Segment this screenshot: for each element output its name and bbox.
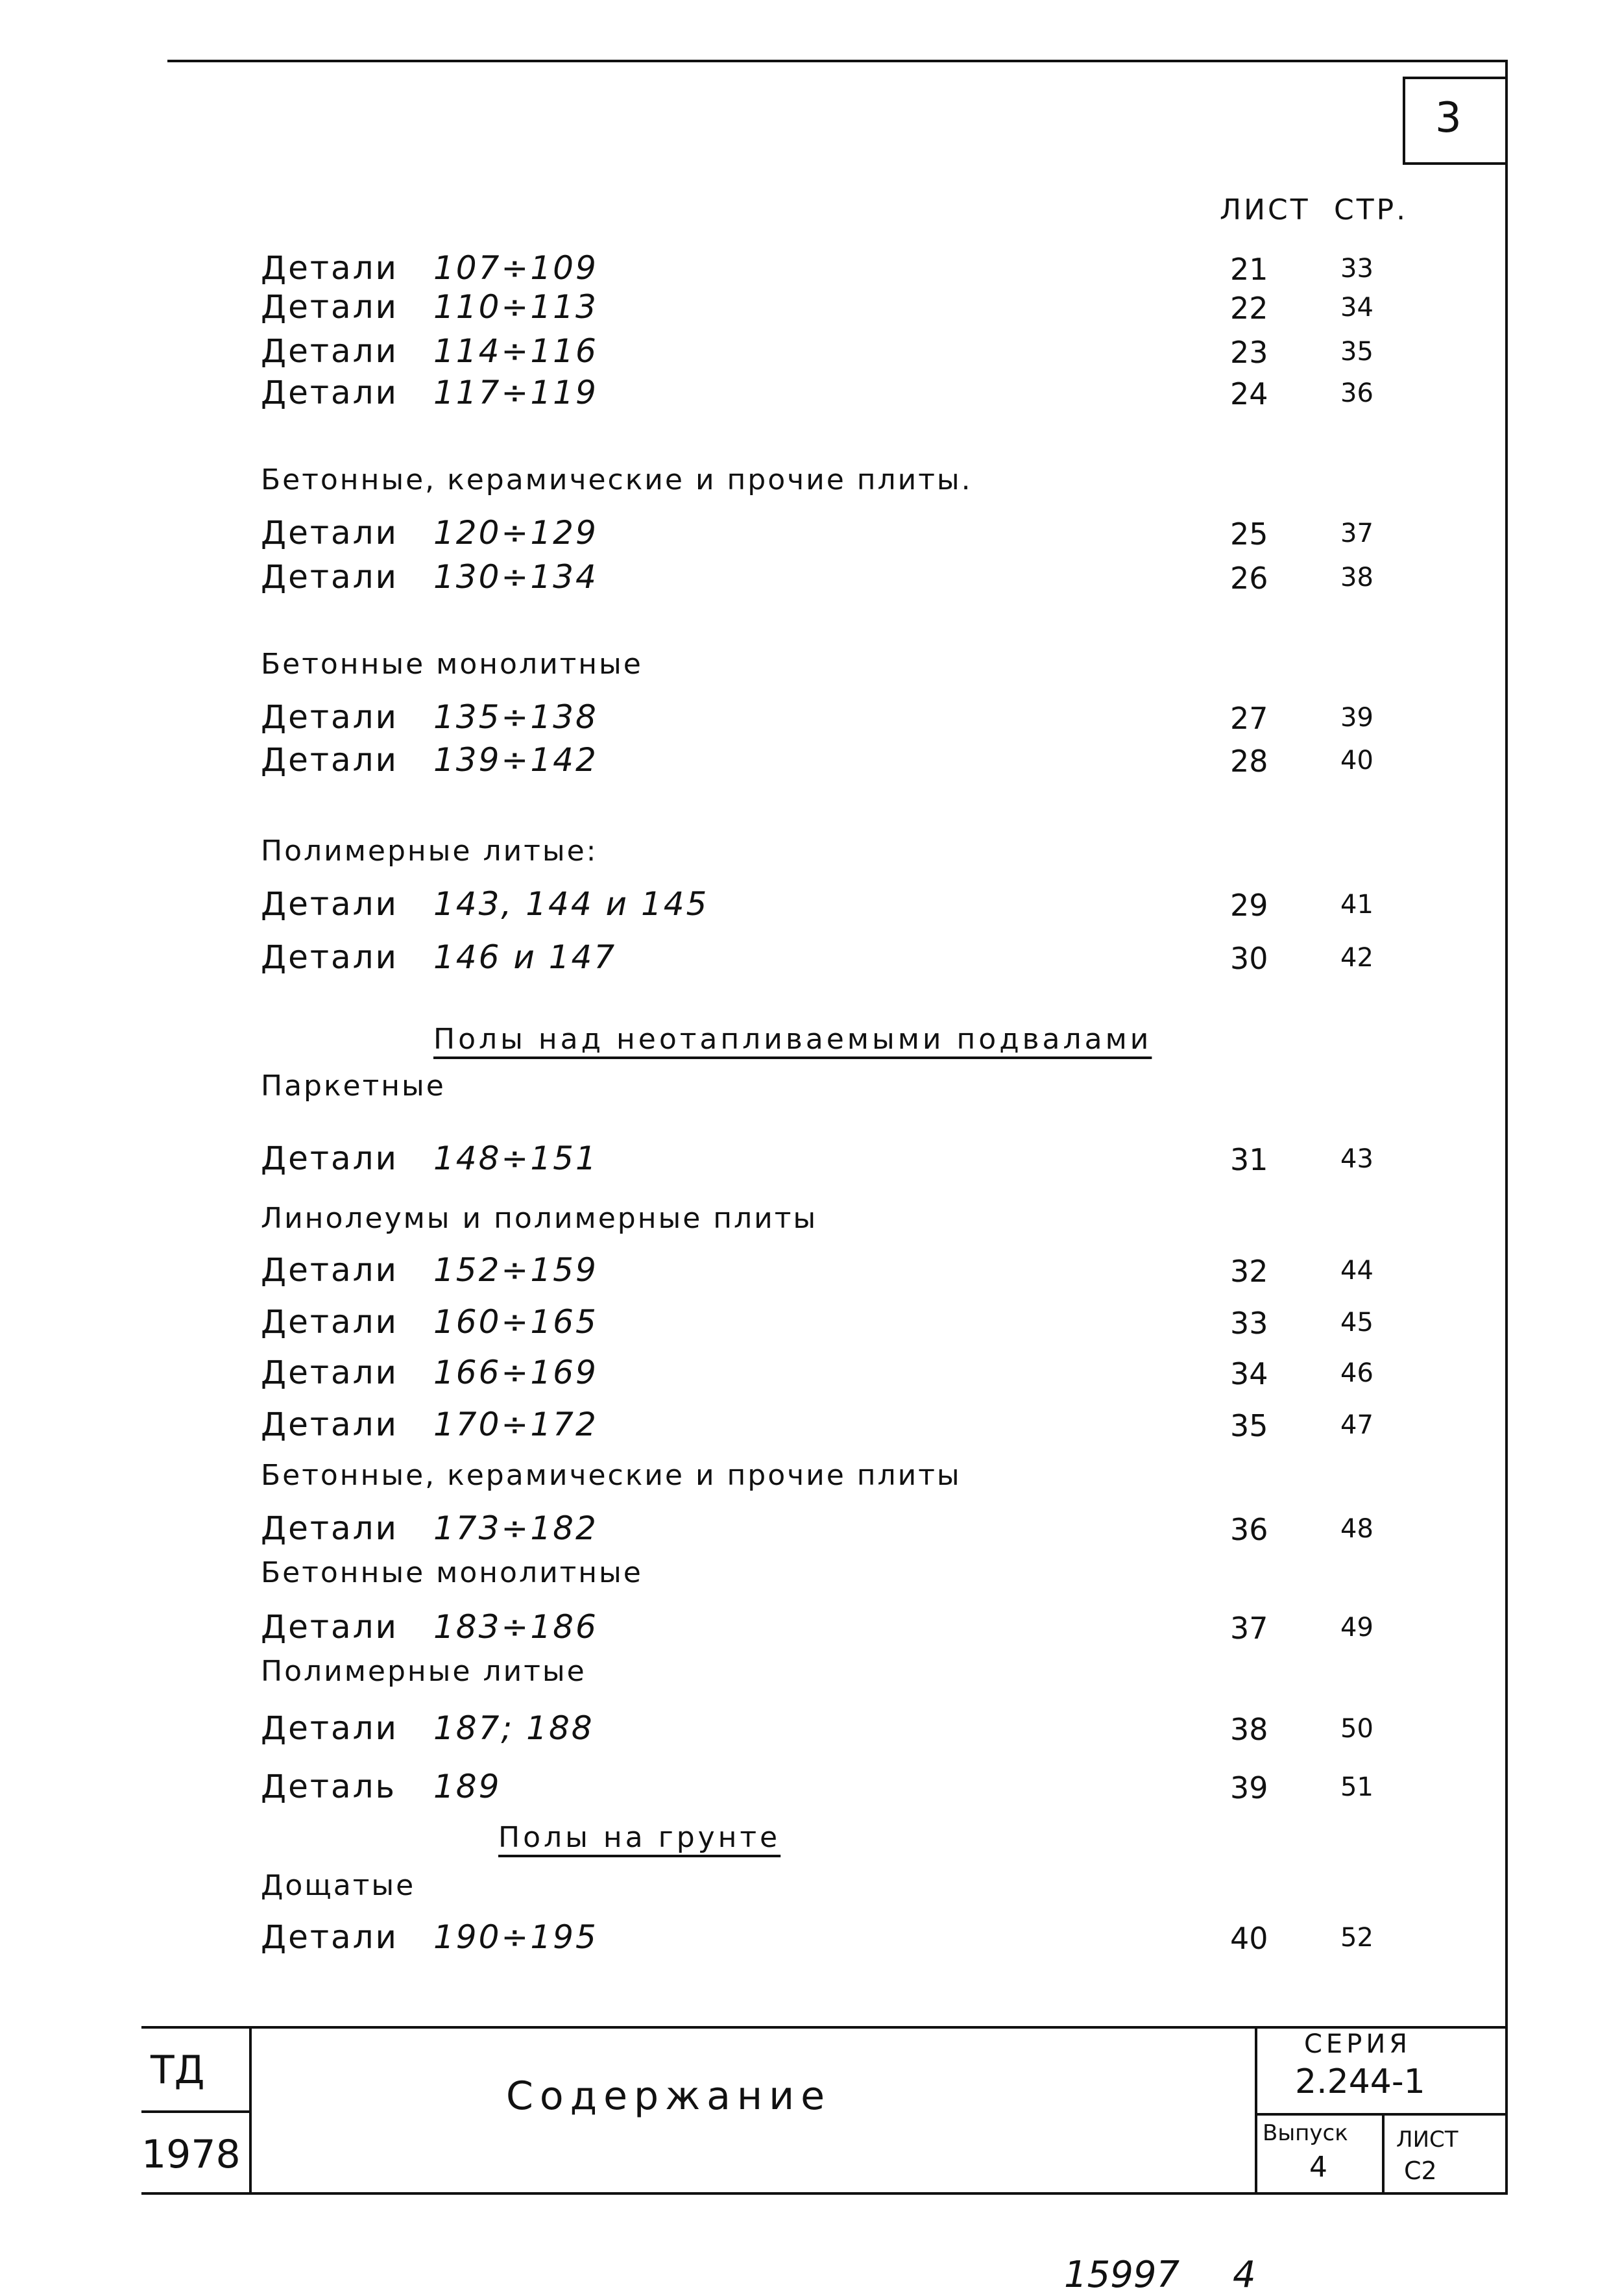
group-heading: Бетонные монолитные [261,1556,643,1589]
entry-page-number: 46 [1340,1358,1373,1388]
entry-label: Детали [261,1303,399,1341]
entry-sheet-number: 40 [1230,1921,1268,1956]
entry-page-number: 51 [1340,1772,1373,1802]
page-number: 3 [1435,94,1462,142]
entry-label: Детали [261,698,399,736]
entry-page-number: 38 [1340,563,1373,592]
entry-page-number: 42 [1340,943,1373,973]
entry-label: Детали [261,1918,399,1956]
entry-sheet-number: 21 [1230,252,1268,287]
entry-range: 135÷138 [433,698,598,736]
title-block-bottom-line [141,2192,1508,2195]
entry-label: Детали [261,288,399,326]
entry-sheet-number: 37 [1230,1611,1268,1646]
entry-range: 143, 144 и 145 [433,885,709,923]
entry-page-number: 36 [1340,378,1373,408]
entry-page-number: 44 [1340,1256,1373,1286]
group-heading: Полимерные литые [261,1655,587,1688]
entry-page-number: 35 [1340,337,1373,367]
entry-page-number: 34 [1340,293,1373,323]
entry-sheet-number: 35 [1230,1408,1268,1443]
archive-number: 15997 [1064,2254,1180,2296]
entry-label: Детали [261,249,399,287]
series-label: СЕРИЯ [1304,2029,1412,2059]
entry-label: Детали [261,885,399,923]
entry-range: 173÷182 [433,1509,598,1547]
entry-label: Детали [261,1406,399,1443]
entry-range: 170÷172 [433,1406,598,1443]
entry-sheet-number: 29 [1230,888,1268,923]
entry-page-number: 43 [1340,1144,1373,1174]
entry-page-number: 48 [1340,1514,1373,1544]
entry-range: 166÷169 [433,1354,598,1391]
sheet-label: ЛИСТ [1396,2127,1458,2153]
entry-range: 139÷142 [433,741,598,779]
issue-label: Выпуск [1263,2120,1348,2146]
entry-label: Детали [261,1709,399,1747]
entry-sheet-number: 30 [1230,941,1268,976]
entry-page-number: 41 [1340,890,1373,920]
column-header-sheet: ЛИСТ [1220,193,1311,226]
group-heading: Бетонные монолитные [261,648,643,681]
entry-sheet-number: 34 [1230,1356,1268,1391]
entry-sheet-number: 25 [1230,517,1268,552]
entry-page-number: 47 [1340,1410,1373,1440]
entry-page-number: 52 [1340,1923,1373,1953]
entry-range: 190÷195 [433,1918,598,1956]
title-block-right-divider [1255,2026,1257,2195]
entry-label: Детали [261,1251,399,1289]
section-title: Полы над неотапливаемыми подвалами [433,1023,1152,1056]
entry-label: Детали [261,558,399,596]
right-border [1505,60,1508,2195]
entry-range: 110÷113 [433,288,598,326]
entry-sheet-number: 32 [1230,1254,1268,1289]
entry-label: Деталь [261,1768,397,1805]
entry-label: Детали [261,1509,399,1547]
title-block-issue-divider [1382,2113,1385,2195]
entry-page-number: 45 [1340,1308,1373,1337]
entry-range: 152÷159 [433,1251,598,1289]
entry-label: Детали [261,1354,399,1391]
entry-label: Детали [261,332,399,370]
sheet-value: С2 [1404,2156,1437,2185]
entry-page-number: 40 [1340,746,1373,776]
title-block-org-divider [141,2110,252,2113]
entry-range: 130÷134 [433,558,598,596]
top-border [167,60,1508,62]
entry-sheet-number: 22 [1230,291,1268,326]
year: 1978 [141,2132,241,2177]
entry-sheet-number: 33 [1230,1306,1268,1341]
entry-sheet-number: 27 [1230,701,1268,736]
archive-suffix: 4 [1233,2254,1256,2296]
entry-range: 189 [433,1768,502,1805]
entry-label: Детали [261,1608,399,1646]
entry-sheet-number: 36 [1230,1512,1268,1547]
entry-page-number: 50 [1340,1714,1373,1744]
entry-label: Детали [261,938,399,976]
entry-sheet-number: 38 [1230,1712,1268,1747]
group-heading: Паркетные [261,1069,446,1103]
entry-range: 160÷165 [433,1303,598,1341]
group-heading: Дощатые [261,1869,416,1902]
entry-range: 117÷119 [433,374,598,411]
issue-value: 4 [1309,2151,1327,2184]
entry-sheet-number: 31 [1230,1142,1268,1177]
entry-sheet-number: 28 [1230,744,1268,779]
group-heading: Линолеумы и полимерные плиты [261,1202,818,1235]
series-value: 2.244-1 [1295,2062,1425,2101]
group-heading: Бетонные, керамические и прочие плиты. [261,463,973,496]
entry-label: Детали [261,1140,399,1177]
title-block-top-line [141,2026,1508,2029]
entry-range: 146 и 147 [433,938,617,976]
entry-sheet-number: 26 [1230,561,1268,596]
title-block-series-divider [1255,2113,1508,2116]
entry-sheet-number: 39 [1230,1770,1268,1805]
entry-range: 107÷109 [433,249,598,287]
entry-page-number: 49 [1340,1613,1373,1643]
entry-page-number: 33 [1340,254,1373,284]
entry-label: Детали [261,514,399,552]
entry-range: 183÷186 [433,1608,598,1646]
group-heading: Бетонные, керамические и прочие плиты [261,1459,962,1492]
organization-code: ТД [151,2047,205,2093]
entry-label: Детали [261,741,399,779]
entry-sheet-number: 23 [1230,335,1268,370]
group-heading: Полимерные литые: [261,835,598,868]
entry-page-number: 39 [1340,703,1373,733]
entry-range: 120÷129 [433,514,598,552]
entry-range: 148÷151 [433,1140,598,1177]
entry-range: 114÷116 [433,332,598,370]
entry-label: Детали [261,374,399,411]
section-title: Полы на грунте [498,1821,781,1854]
entry-sheet-number: 24 [1230,376,1268,411]
entry-range: 187; 188 [433,1709,594,1747]
document-title: Содержание [506,2073,832,2119]
column-header-page: СТР. [1334,193,1409,226]
entry-page-number: 37 [1340,519,1373,548]
